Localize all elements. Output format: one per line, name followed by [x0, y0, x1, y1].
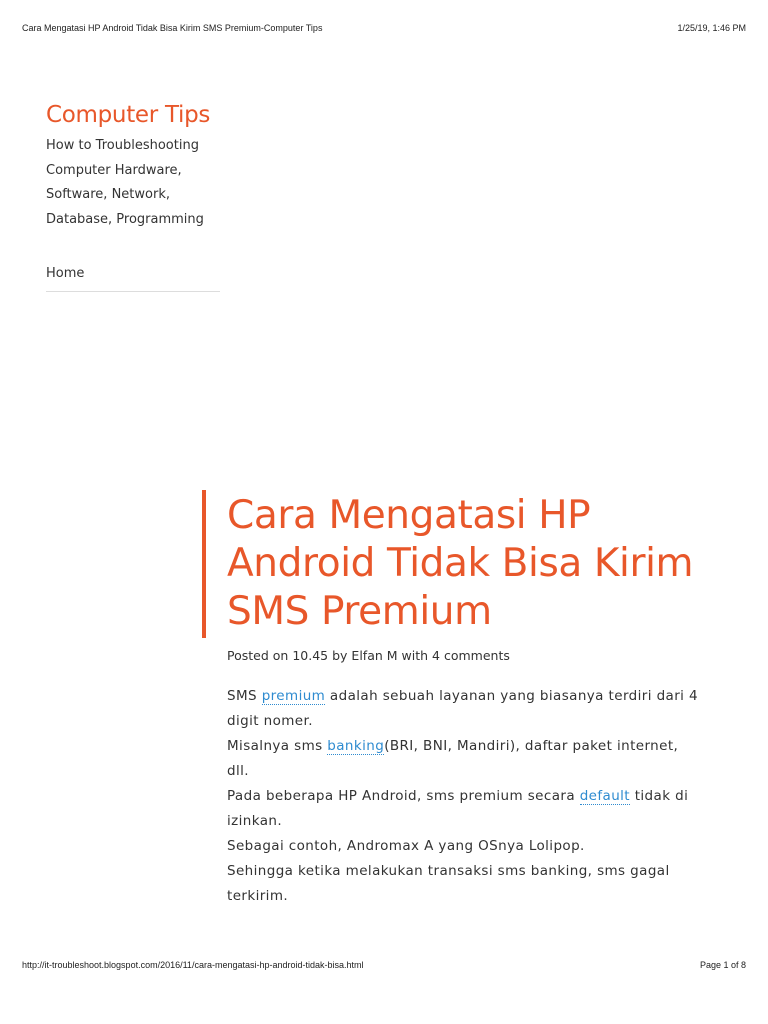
body-text: (BRI, BNI, Mandiri), daftar paket internet,: [384, 738, 679, 754]
post-title-line: Cara Mengatasi HP: [227, 493, 591, 538]
body-text: Pada beberapa HP Android, sms premium secara: [227, 788, 580, 804]
print-header: [22, 23, 746, 33]
nav-item-home[interactable]: Home: [46, 266, 85, 281]
post-meta: [227, 648, 510, 663]
site-title[interactable]: Computer Tips: [46, 102, 211, 128]
body-text: tidak di: [630, 788, 689, 804]
link-banking[interactable]: banking: [327, 738, 385, 754]
body-line: dll.: [227, 763, 249, 779]
with-label: with: [401, 648, 429, 663]
site-description: [46, 134, 226, 232]
body-line: [227, 734, 717, 759]
body-text: SMS: [227, 688, 262, 704]
body-text: Misalnya sms: [227, 738, 328, 754]
main-nav: [46, 262, 220, 292]
site-description-line: Database, Programming: [46, 211, 204, 227]
site-description-line: Software, Network,: [46, 187, 170, 203]
comments-link[interactable]: 4 comments: [432, 648, 510, 663]
body-line: [227, 784, 717, 809]
body-line: Sehingga ketika melakukan transaksi sms banking, sms gagal: [227, 863, 670, 879]
author-link[interactable]: Elfan M: [351, 648, 398, 663]
post-title-line: SMS Premium: [227, 589, 492, 634]
print-footer: [22, 960, 746, 970]
print-footer-url: http://it-troubleshoot.blogspot.com/2016/11/cara-mengatasi-hp-android-tidak-bisa.html: [22, 960, 364, 970]
post-title-accent-bar: [202, 490, 206, 638]
body-line: izinkan.: [227, 813, 283, 829]
print-footer-page: Page 1 of 8: [699, 960, 746, 970]
post-title: [227, 492, 727, 636]
body-line: Sebagai contoh, Andromax A yang OSnya Lolipop.: [227, 838, 585, 854]
link-default[interactable]: default: [579, 788, 631, 804]
print-header-datetime: 1/25/19, 1:46 PM: [677, 23, 746, 33]
site-description-line: Computer Hardware,: [46, 162, 182, 178]
posted-on-label: Posted on: [227, 648, 289, 663]
post-title-line: Android Tidak Bisa Kirim: [227, 541, 694, 586]
body-line: [227, 684, 717, 709]
print-header-title: Cara Mengatasi HP Android Tidak Bisa Kirim SMS Premium-Computer Tips: [22, 23, 323, 33]
body-line: digit nomer.: [227, 713, 313, 729]
by-label: by: [332, 648, 348, 663]
post-time-link[interactable]: 10.45: [292, 648, 329, 663]
body-text: adalah sebuah layanan yang biasanya terdiri dari 4: [325, 688, 698, 704]
site-description-line: How to Troubleshooting: [46, 138, 199, 153]
link-premium[interactable]: premium: [261, 688, 326, 704]
post-body: [227, 684, 717, 909]
body-line: terkirim.: [227, 888, 289, 904]
